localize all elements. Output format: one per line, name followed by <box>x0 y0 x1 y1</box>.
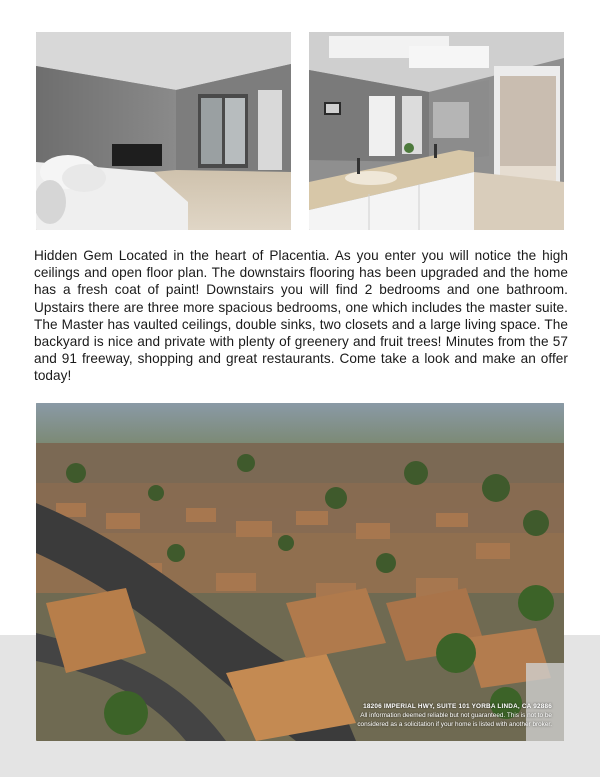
broker-address: 18206 IMPERIAL HWY, SUITE 101 YORBA LINDA, CA 92886 <box>363 703 552 710</box>
bathroom-photo-illustration <box>309 32 564 230</box>
aerial-photo-illustration <box>36 403 564 741</box>
broker-caption <box>357 702 552 729</box>
aerial-photo <box>36 403 564 741</box>
property-description <box>34 247 568 385</box>
bathroom-photo <box>309 32 564 230</box>
disclaimer-line-2: considered as a solicitation if your home is listed with another broker. <box>357 721 552 728</box>
bedroom-photo <box>36 32 291 230</box>
disclaimer-line-1: All information deemed reliable but not guaranteed. This is not to be <box>360 712 552 719</box>
description-text: Hidden Gem Located in the heart of Placentia. As you enter you will notice the high ceilings and open floor plan. The downstairs flooring has been upgraded and the home has a fresh coat of paint! Downstairs you will find 2 bedrooms and one bathroom. Upstairs there are three more spacious bedrooms, one which includes the master suite. The Master has vaulted ceilings, double sinks, two closets and a large living space. The backyard is nice and private with plenty of greenery and fruit trees! Minutes from the 57 and 91 freeway, shopping and great restaurants. Come take a look and make an offer today! <box>34 248 568 384</box>
bedroom-photo-illustration <box>36 32 291 230</box>
